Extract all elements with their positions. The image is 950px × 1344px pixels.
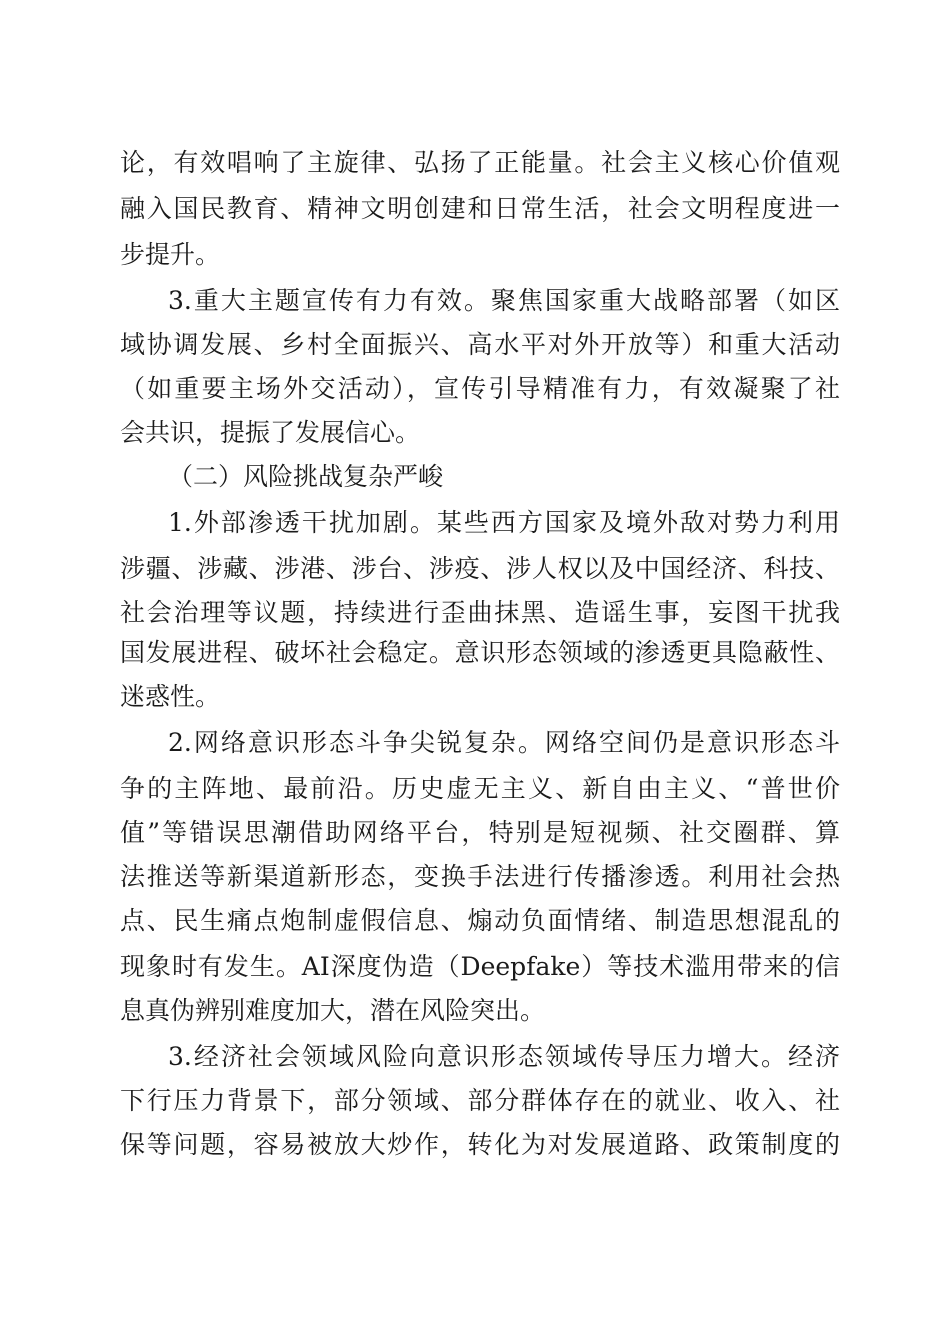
text-line: 域协调发展、乡村全面振兴、高水平对外开放等）和重大活动 bbox=[120, 330, 840, 359]
paragraph-first-line: 3.经济社会领域风险向意识形态领域传导压力增大。经济 bbox=[168, 1042, 840, 1071]
text-line: 息真伪辨别难度加大，潜在风险突出。 bbox=[120, 996, 546, 1025]
text-line: （如重要主场外交活动），宣传引导精准有力，有效凝聚了社 bbox=[120, 374, 840, 403]
paragraph-first-line: 1.外部渗透干扰加剧。某些西方国家及境外敌对势力利用 bbox=[168, 508, 840, 537]
text-line: 现象时有发生。AI深度伪造（Deepfake）等技术滥用带来的信 bbox=[120, 952, 840, 981]
text-line: 国发展进程、破坏社会稳定。意识形态领域的渗透更具隐蔽性、 bbox=[120, 638, 840, 667]
text-line: 社会治理等议题，持续进行歪曲抹黑、造谣生事，妄图干扰我 bbox=[120, 598, 840, 627]
text-line: 保等问题，容易被放大炒作，转化为对发展道路、政策制度的 bbox=[120, 1130, 840, 1159]
text-line: 点、民生痛点炮制虚假信息、煽动负面情绪、制造思想混乱的 bbox=[120, 906, 840, 935]
text-line: 法推送等新渠道新形态，变换手法进行传播渗透。利用社会热 bbox=[120, 862, 840, 891]
text-line: 步提升。 bbox=[120, 240, 221, 269]
text-line: 迷惑性。 bbox=[120, 682, 221, 711]
paragraph-first-line: 2.网络意识形态斗争尖锐复杂。网络空间仍是意识形态斗 bbox=[168, 728, 840, 757]
text-line: 下行压力背景下，部分领域、部分群体存在的就业、收入、社 bbox=[120, 1086, 840, 1115]
text-line: 融入国民教育、精神文明创建和日常生活，社会文明程度进一 bbox=[120, 194, 840, 223]
text-line: 值”等错误思潮借助网络平台，特别是短视频、社交圈群、算 bbox=[120, 818, 840, 847]
text-line: 论，有效唱响了主旋律、弘扬了正能量。社会主义核心价值观 bbox=[120, 148, 840, 177]
text-line: 涉疆、涉藏、涉港、涉台、涉疫、涉人权以及中国经济、科技、 bbox=[120, 554, 840, 583]
text-line: 争的主阵地、最前沿。历史虚无主义、新自由主义、“普世价 bbox=[120, 774, 840, 803]
section-heading: （二）风险挑战复杂严峻 bbox=[168, 462, 444, 491]
paragraph-first-line: 3.重大主题宣传有力有效。聚焦国家重大战略部署（如区 bbox=[168, 286, 840, 315]
text-line: 会共识，提振了发展信心。 bbox=[120, 418, 421, 447]
